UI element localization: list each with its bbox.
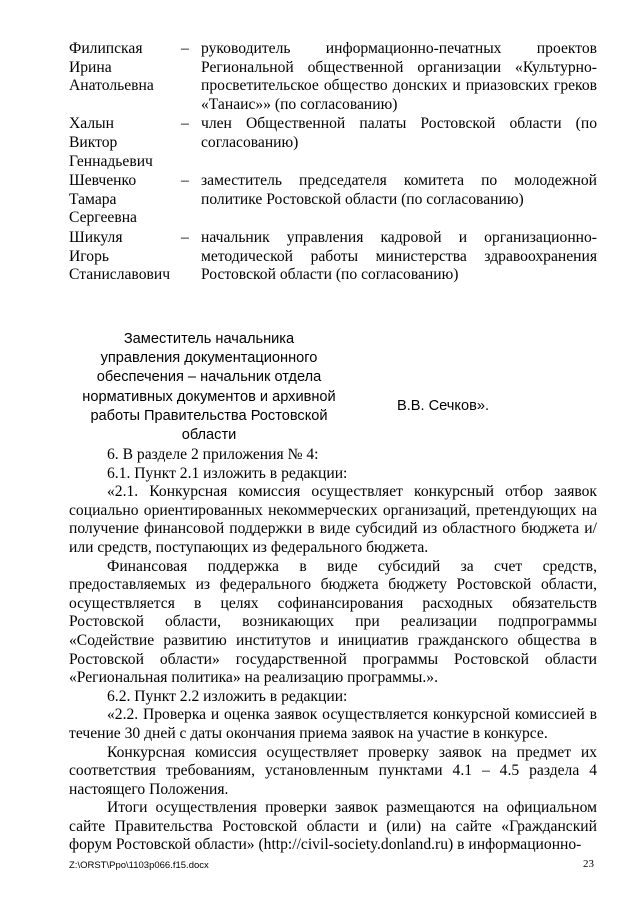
member-patronymic: Геннадьевич — [69, 152, 153, 170]
member-dash: – — [181, 228, 189, 246]
signature-title-line: управления документационного — [100, 350, 318, 367]
member-first-name: Тамара — [69, 190, 117, 208]
member-name — [69, 172, 181, 228]
signature-title-line: нормативных документов и архивной — [82, 388, 336, 405]
signature-title-line: обеспечения – начальник отдела — [96, 369, 322, 386]
paragraph: «2.1. Конкурсная комиссия осуществляет конкурсный отбор заявок социально ориентированных некоммерческих организаций, претендующих на получение финансовой поддержки в виде субсидий из областного бюджета и/или средств, поступающих из федерального бюджета. — [69, 483, 597, 556]
paragraph: «2.2. Проверка и оценка заявок осуществляется конкурсной комиссией в течение 30 дней с даты окончания приема заявок на участие в конкурсе. — [69, 706, 597, 742]
footer-page-number: 23 — [583, 858, 594, 870]
signature-title-line: работы Правительства Ростовской области — [90, 407, 328, 444]
member-surname: Шикуля — [69, 228, 123, 246]
signature-title-line: Заместитель начальника — [123, 331, 295, 347]
signature-name: В.В. Сечков». — [397, 398, 489, 414]
member-name — [69, 229, 181, 285]
paragraph: 6. В разделе 2 приложения № 4: — [107, 446, 319, 463]
body-text — [69, 446, 597, 855]
members-list — [69, 40, 597, 285]
member-name — [69, 115, 181, 171]
member-dash: – — [181, 115, 189, 133]
member-first-name: Игорь — [69, 247, 109, 265]
member-role: член Общественной палаты Ростовской области (по согласованию) — [201, 115, 597, 151]
paragraph: 6.1. Пункт 2.1 изложить в редакции: — [107, 464, 348, 482]
member-row — [69, 229, 597, 285]
member-patronymic: Сергеевна — [69, 209, 137, 227]
paragraph: Конкурсная комиссия осуществляет проверку заявок на предмет их соответствия требованиям, установленным пунктами 4.1 – 4.5 раздела 4 настоящего Положения. — [69, 743, 597, 798]
footer-file-path: Z:\ORST\Ppo\1103p066.f15.docx — [69, 860, 209, 871]
member-role: заместитель председателя комитета по молодежной политике Ростовской области (по согласованию) — [201, 172, 597, 208]
member-dash: – — [181, 172, 189, 190]
member-patronymic: Анатольевна — [69, 77, 154, 95]
member-row — [69, 115, 597, 171]
member-surname: Шевченко — [69, 172, 137, 190]
paragraph: Финансовая поддержка в виде субсидий за счет средств, предоставляемых из федерального бюджета бюджету Ростовской области, осуществляется в целях софинансирования расходных обязательств Ростовской области, возникающих при реализации подпрограммы «Содействие развитию институтов и инициатив гражданского общества в Ростовской области» государственной программы Ростовской области «Региональная политика» на реализацию программы.». — [69, 557, 597, 687]
member-role: начальник управления кадровой и организационно-методической работы министерства здравоохранения Ростовской области (по согласованию) — [201, 228, 597, 284]
member-row — [69, 172, 597, 228]
member-dash: – — [181, 40, 189, 57]
member-role: руководитель информационно-печатных проектов Региональной общественной организации «Культурно-просветительское общество донских и приазовских греков «Танаис»» (по согласованию) — [201, 40, 597, 113]
member-patronymic: Станиславович — [69, 266, 171, 284]
member-first-name: Ирина — [69, 58, 112, 76]
member-first-name: Виктор — [69, 133, 118, 151]
paragraph: 6.2. Пункт 2.2 изложить в редакции: — [107, 687, 348, 705]
member-surname: Халын — [69, 115, 114, 133]
member-surname: Филипская — [69, 40, 143, 57]
paragraph: Итоги осуществления проверки заявок размещаются на официальном сайте Правительства Ростовской области и (или) на сайте «Гражданский форум Ростовской области» (http://civil-society.donland.ru) в информационно- — [69, 799, 597, 854]
signature-title — [64, 330, 354, 445]
member-name — [69, 40, 181, 114]
member-row — [69, 40, 597, 114]
